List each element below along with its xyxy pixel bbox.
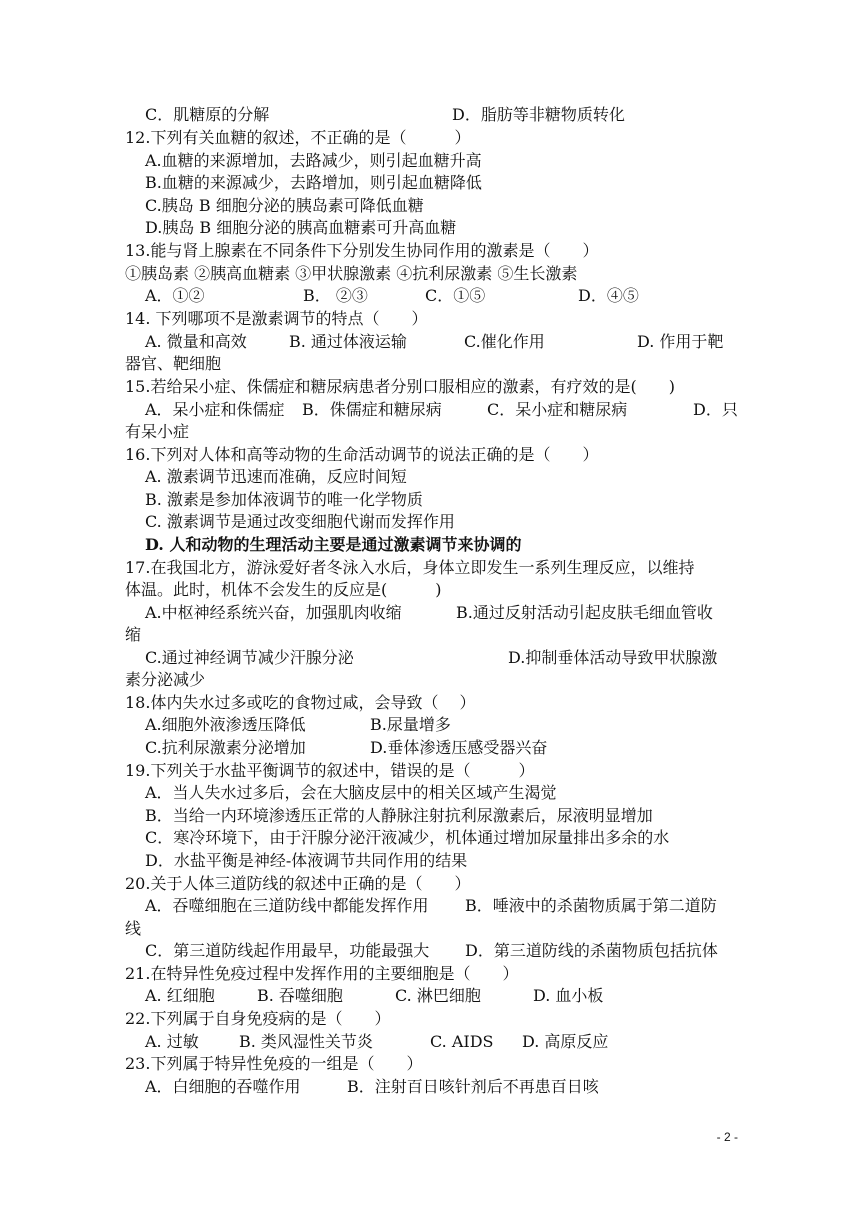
- q22-stem: 22.下列属于自身免疫病的是（ ）: [125, 1009, 391, 1028]
- q13-items: ①胰岛素 ②胰高血糖素 ③甲状腺激素 ④抗利尿激素 ⑤生长激素: [125, 264, 578, 283]
- q20-option-c: C．第三道防线起作用最早，功能最强大: [145, 941, 430, 960]
- q18-option-b: B.尿量增多: [370, 715, 451, 734]
- q23-option-a: A．白细胞的吞噬作用: [145, 1077, 301, 1096]
- q17-option-d: D.抑制垂体活动导致甲状腺激: [508, 648, 718, 667]
- q22-option-b: B. 类风湿性关节炎: [239, 1032, 373, 1051]
- q16-option-b: B. 激素是参加体液调节的唯一化学物质: [145, 490, 423, 509]
- q18-option-c: C.抗利尿激素分泌增加: [145, 738, 306, 757]
- q22-option-c: C. AIDS: [430, 1032, 494, 1051]
- q13-option-a: A．①②: [145, 286, 205, 305]
- q12-option-d: D.胰岛 B 细胞分泌的胰高血糖素可升高血糖: [145, 218, 457, 237]
- q14-option-d-continued: 器官、靶细胞: [125, 354, 222, 373]
- q14-option-b: B. 通过体液运输: [289, 332, 407, 351]
- q20-option-b: B．唾液中的杀菌物质属于第二道防: [465, 896, 717, 915]
- q19-option-b: B．当给一内环境渗透压正常的人静脉注射抗利尿激素后，尿液明显增加: [145, 806, 653, 825]
- q16-option-a: A. 激素调节迅速而准确，反应时间短: [145, 467, 407, 486]
- q20-stem: 20.关于人体三道防线的叙述中正确的是（ ）: [125, 874, 471, 893]
- q16-option-d: D. 人和动物的生理活动主要是通过激素调节来协调的: [145, 535, 522, 554]
- q17-option-b-continued: 缩: [125, 625, 142, 644]
- q15-option-d: D．只: [693, 400, 738, 419]
- q16-option-c: C. 激素调节是通过改变细胞代谢而发挥作用: [145, 512, 455, 531]
- q15-option-c: C．呆小症和糖尿病: [487, 400, 628, 419]
- q14-stem: 14. 下列哪项不是激素调节的特点（ ）: [125, 309, 428, 328]
- q17-stem-line1: 17.在我国北方，游泳爱好者冬泳入水后，身体立即发生一系列生理反应，以维持: [125, 558, 695, 577]
- q21-option-c: C. 淋巴细胞: [395, 986, 481, 1005]
- q23-option-b: B．注射百日咳针剂后不再患百日咳: [347, 1077, 599, 1096]
- q23-stem: 23.下列属于特异性免疫的一组是（ ）: [125, 1054, 423, 1073]
- q13-option-d: D．④⑤: [578, 286, 639, 305]
- q15-option-d-continued: 有呆小症: [125, 422, 190, 441]
- q21-option-a: A. 红细胞: [145, 986, 215, 1005]
- q22-option-d: D. 高原反应: [522, 1032, 609, 1051]
- q19-option-d: D．水盐平衡是神经-体液调节共同作用的结果: [145, 851, 468, 870]
- q12-stem: 12.下列有关血糖的叙述，不正确的是（ ）: [125, 128, 471, 147]
- q22-option-a: A. 过敏: [145, 1032, 199, 1051]
- q15-option-a: A．呆小症和侏儒症: [145, 400, 285, 419]
- q21-option-b: B. 吞噬细胞: [257, 986, 343, 1005]
- q18-stem: 18.体内失水过多或吃的食物过咸，会导致（ ）: [125, 693, 476, 712]
- q19-option-c: C．寒冷环境下，由于汗腺分泌汗液减少，机体通过增加尿量排出多余的水: [145, 828, 670, 847]
- q11-option-c: C．肌糖原的分解: [145, 105, 270, 124]
- q17-option-a: A.中枢神经系统兴奋，加强肌肉收缩: [145, 603, 402, 622]
- q16-stem: 16.下列对人体和高等动物的生命活动调节的说法正确的是（ ）: [125, 445, 599, 464]
- q12-option-c: C.胰岛 B 细胞分泌的胰岛素可降低血糖: [145, 196, 424, 215]
- q14-option-a: A. 微量和高效: [145, 332, 247, 351]
- q21-option-d: D. 血小板: [533, 986, 604, 1005]
- q12-option-a: A.血糖的来源增加，去路减少，则引起血糖升高: [145, 151, 482, 170]
- q15-option-b: B．侏儒症和糖尿病: [302, 400, 442, 419]
- q19-stem: 19.下列关于水盐平衡调节的叙述中，错误的是（ ）: [125, 761, 535, 780]
- q13-option-c: C．①⑤: [425, 286, 486, 305]
- q17-option-d-continued: 素分泌减少: [125, 670, 206, 689]
- q13-option-b: B． ②③: [303, 286, 368, 305]
- q17-option-b: B.通过反射活动引起皮肤毛细血管收: [456, 603, 713, 622]
- q14-option-d: D. 作用于靶: [637, 332, 724, 351]
- q21-stem: 21.在特异性免疫过程中发挥作用的主要细胞是（ ）: [125, 964, 519, 983]
- q14-option-c: C.催化作用: [464, 332, 545, 351]
- q19-option-a: A．当人失水过多后，会在大脑皮层中的相关区域产生渴觉: [145, 783, 557, 802]
- q13-stem: 13.能与肾上腺素在不同条件下分别发生协同作用的激素是（ ）: [125, 241, 599, 260]
- q20-option-a: A．吞噬细胞在三道防线中都能发挥作用: [145, 896, 429, 915]
- q20-option-b-continued: 线: [125, 919, 142, 938]
- q20-option-d: D．第三道防线的杀菌物质包括抗体: [465, 941, 718, 960]
- page-number: - 2 -: [716, 1130, 738, 1144]
- q17-option-c: C.通过神经调节减少汗腺分泌: [145, 648, 354, 667]
- q17-stem-line2: 体温。此时，机体不会发生的反应是( ): [125, 580, 442, 599]
- q18-option-d: D.垂体渗透压感受器兴奋: [370, 738, 548, 757]
- q18-option-a: A.细胞外液渗透压降低: [145, 715, 306, 734]
- q11-option-d: D．脂肪等非糖物质转化: [452, 105, 625, 124]
- q12-option-b: B.血糖的来源减少，去路增加，则引起血糖降低: [145, 173, 482, 192]
- q15-stem: 15.若给呆小症、侏儒症和糖尿病患者分别口服相应的激素，有疗效的是( ): [125, 377, 675, 396]
